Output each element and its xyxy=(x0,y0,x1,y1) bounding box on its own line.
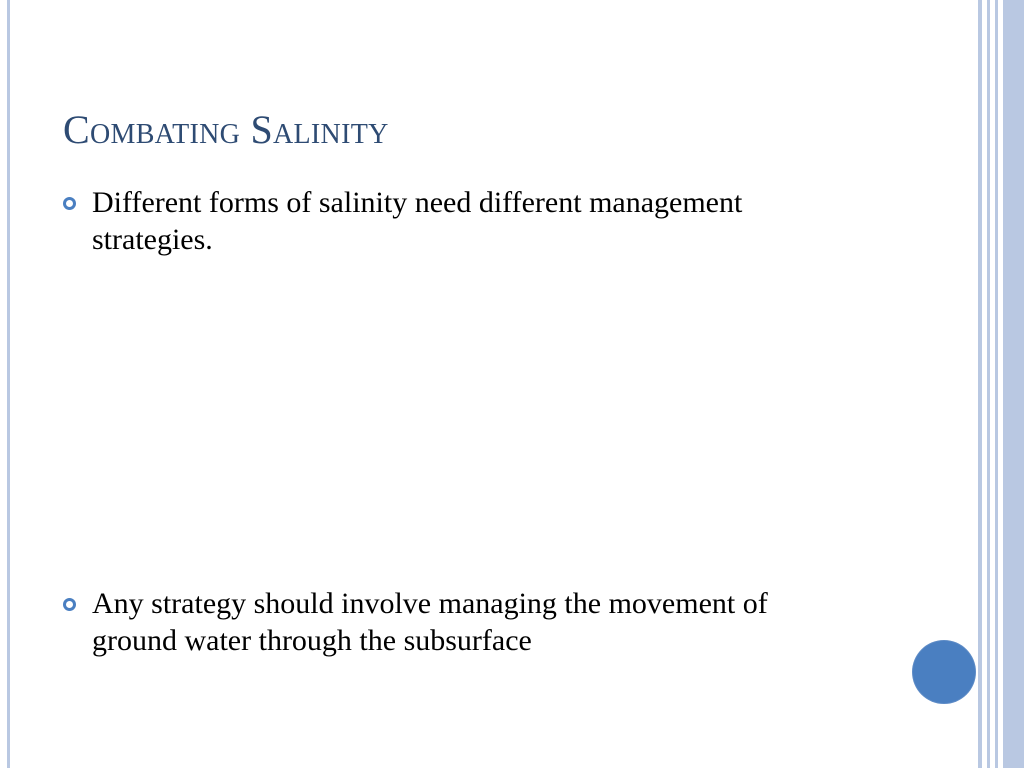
bullet-text: Any strategy should involve managing the movement of ground water through the subsurface xyxy=(92,587,768,657)
slide-title: Combating Salinity xyxy=(63,107,389,152)
decorative-circle xyxy=(913,641,975,703)
bullet-ring-icon xyxy=(63,197,76,210)
right-border-line-2 xyxy=(987,0,990,768)
right-border-line-1 xyxy=(978,0,982,768)
bullet-ring-icon xyxy=(63,598,76,611)
right-border-band xyxy=(1003,0,1024,768)
bullet-text: Different forms of salinity need different management strategies. xyxy=(92,186,743,256)
left-border-line xyxy=(7,0,10,768)
right-border-line-3 xyxy=(995,0,998,768)
